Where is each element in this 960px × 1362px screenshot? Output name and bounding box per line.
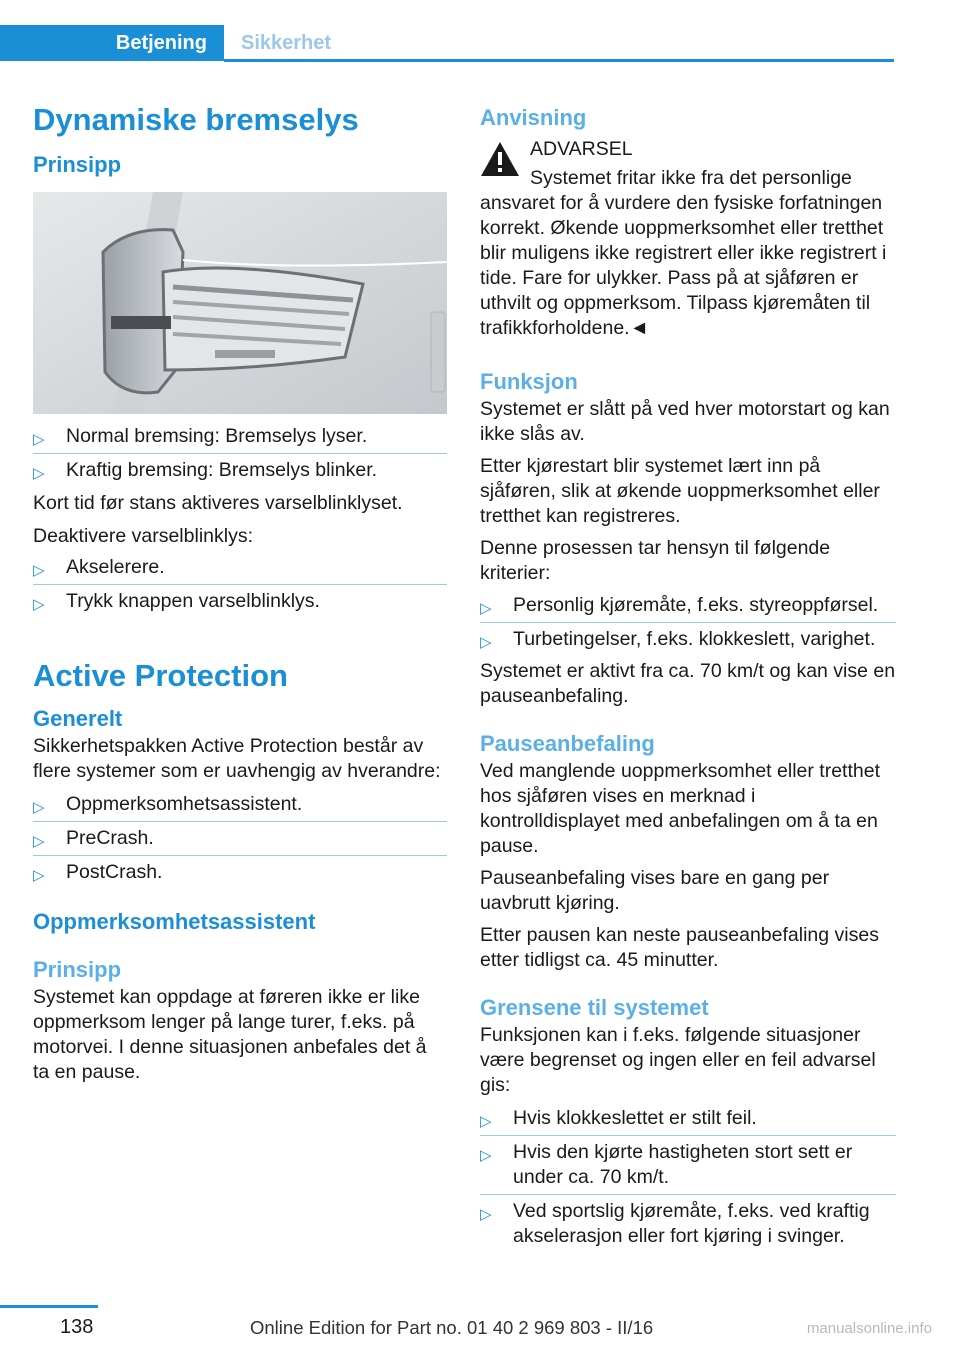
pause-p2: Pauseanbefaling vises bare en gang per uavbrutt kjøring. bbox=[480, 867, 830, 914]
limits-p1: Funksjonen kan i f.eks. følgende situasjoner være begrenset og ingen eller en feil advarsel gis: bbox=[480, 1024, 876, 1096]
triangle-right-icon: ▷ bbox=[33, 833, 45, 850]
tab-sikkerhet[interactable]: Sikkerhet bbox=[241, 32, 332, 54]
triangle-right-icon: ▷ bbox=[33, 596, 45, 613]
watermark: manualsonline.info bbox=[806, 1320, 932, 1337]
triangle-right-icon: ▷ bbox=[480, 1113, 492, 1130]
list-item: ▷ Turbetingelser, f.eks. klokkeslett, varighet. bbox=[480, 627, 896, 652]
systems-list bbox=[33, 792, 447, 817]
divider bbox=[480, 622, 896, 623]
triangle-right-icon: ▷ bbox=[33, 867, 45, 884]
warning-blink-text: Kort tid før stans aktiveres varselblinklyset. bbox=[33, 492, 403, 514]
warning-text: Systemet fritar ikke fra det personlige ansvaret for å vurdere den fysiske forfatningen korrekt. Økende uoppmerksomhet eller tretthet blir muligens ikke registrert eller ikke registrert i tide. Fare for ulykker. Pass på at sjåføren er uthvilt og oppmerksom. Tilpass kjøremåten til trafikkforholdene.◄ bbox=[480, 167, 887, 339]
triangle-right-icon: ▷ bbox=[480, 1206, 492, 1223]
heading-pauseanbefaling: Pauseanbefaling bbox=[480, 731, 655, 756]
page-number-rule bbox=[0, 1305, 98, 1308]
heading-prinsipp-2: Prinsipp bbox=[33, 957, 122, 982]
triangle-right-icon: ▷ bbox=[33, 431, 45, 448]
tail-light-illustration bbox=[33, 192, 447, 414]
list-item: ▷ PreCrash. bbox=[33, 826, 447, 851]
warning-block bbox=[480, 137, 896, 341]
criteria-list bbox=[480, 593, 896, 618]
header-rule bbox=[224, 59, 894, 62]
left-column bbox=[33, 98, 447, 1085]
triangle-right-icon: ▷ bbox=[480, 600, 492, 617]
list-item: ▷ Normal bremsing: Bremselys lyser. bbox=[33, 424, 447, 449]
heading-funksjon: Funksjon bbox=[480, 369, 578, 394]
divider bbox=[33, 821, 447, 822]
pause-p3: Etter pausen kan neste pauseanbefaling vises etter tidligst ca. 45 minutter. bbox=[480, 924, 879, 971]
limits-list bbox=[480, 1106, 896, 1131]
list-item: ▷ Personlig kjøremåte, f.eks. styreoppførsel. bbox=[480, 593, 896, 618]
prinsipp-2-text: Systemet kan oppdage at føreren ikke er like oppmerksom lenger på lange turer, f.eks. på motorvei. I denne situasjonen anbefales det å ta en pause. bbox=[33, 986, 427, 1083]
warning-triangle-icon bbox=[480, 141, 520, 177]
heading-oppmerksomhetsassistent: Oppmerksomhetsassistent bbox=[33, 909, 316, 934]
generelt-text: Sikkerhetspakken Active Protection består av flere systemer som er uavhengig av hverandre: bbox=[33, 735, 441, 782]
right-column bbox=[480, 103, 896, 1249]
systems-list-2 bbox=[33, 826, 447, 851]
divider bbox=[480, 1194, 896, 1195]
divider bbox=[33, 453, 447, 454]
deactivate-list bbox=[33, 555, 447, 580]
divider bbox=[33, 584, 447, 585]
funksjon-p3: Denne prosessen tar hensyn til følgende kriterier: bbox=[480, 537, 831, 584]
list-item: ▷ Hvis den kjørte hastigheten stort sett er under ca. 70 km/t. bbox=[480, 1141, 853, 1188]
section-title-active-protection: Active Protection bbox=[33, 658, 288, 693]
page-title: Dynamiske bremselys bbox=[33, 102, 359, 137]
list-item: ▷ Trykk knappen varselblinklys. bbox=[33, 589, 447, 614]
heading-anvisning: Anvisning bbox=[480, 105, 587, 130]
criteria-list-2 bbox=[480, 627, 896, 652]
heading-generelt: Generelt bbox=[33, 706, 123, 731]
systems-list-3 bbox=[33, 860, 447, 885]
funksjon-p1: Systemet er slått på ved hver motorstart og kan ikke slås av. bbox=[480, 398, 890, 445]
list-item: ▷ Ved sportslig kjøremåte, f.eks. ved kraftig akselerasjon eller fort kjøring i svinger. bbox=[480, 1200, 870, 1247]
divider bbox=[480, 1135, 896, 1136]
brake-light-list-2 bbox=[33, 458, 447, 483]
page-number: 138 bbox=[60, 1316, 94, 1338]
limits-list-3 bbox=[480, 1199, 896, 1249]
list-item: ▷ PostCrash. bbox=[33, 860, 447, 885]
triangle-right-icon: ▷ bbox=[33, 562, 45, 579]
list-item: ▷ Kraftig bremsing: Bremselys blinker. bbox=[33, 458, 447, 483]
section-heading-prinsipp: Prinsipp bbox=[33, 152, 122, 177]
list-item: ▷ Oppmerksomhetsassistent. bbox=[33, 792, 447, 817]
triangle-right-icon: ▷ bbox=[480, 1147, 492, 1164]
triangle-right-icon: ▷ bbox=[33, 465, 45, 482]
deactivate-list-2 bbox=[33, 589, 447, 614]
deactivate-text: Deaktivere varselblinklys: bbox=[33, 525, 253, 547]
limits-list-2 bbox=[480, 1140, 896, 1190]
list-item: ▷ Akselerere. bbox=[33, 555, 447, 580]
pause-p1: Ved manglende uoppmerksomhet eller tretthet hos sjåføren vises en merknad i kontrolldisplayet med anbefalingen om å ta en pause. bbox=[480, 760, 880, 857]
brake-light-list bbox=[33, 424, 447, 449]
funksjon-p2: Etter kjørestart blir systemet lært inn på sjåføren, slik at økende uoppmerksomhet eller tretthet kan registreres. bbox=[480, 455, 880, 527]
triangle-right-icon: ▷ bbox=[33, 799, 45, 816]
warning-label: ADVARSEL bbox=[530, 138, 633, 160]
header-bar bbox=[0, 0, 960, 64]
triangle-right-icon: ▷ bbox=[480, 634, 492, 651]
edition-footer: Online Edition for Part no. 01 40 2 969 803 - II/16 bbox=[250, 1317, 654, 1338]
funksjon-p4: Systemet er aktivt fra ca. 70 km/t og kan vise en pauseanbefaling. bbox=[480, 660, 896, 707]
list-item: ▷ Hvis klokkeslettet er stilt feil. bbox=[480, 1106, 896, 1131]
tail-light-image bbox=[33, 192, 447, 414]
divider bbox=[33, 855, 447, 856]
tab-betjening[interactable]: Betjening bbox=[0, 25, 224, 61]
heading-grensene: Grensene til systemet bbox=[480, 995, 709, 1020]
